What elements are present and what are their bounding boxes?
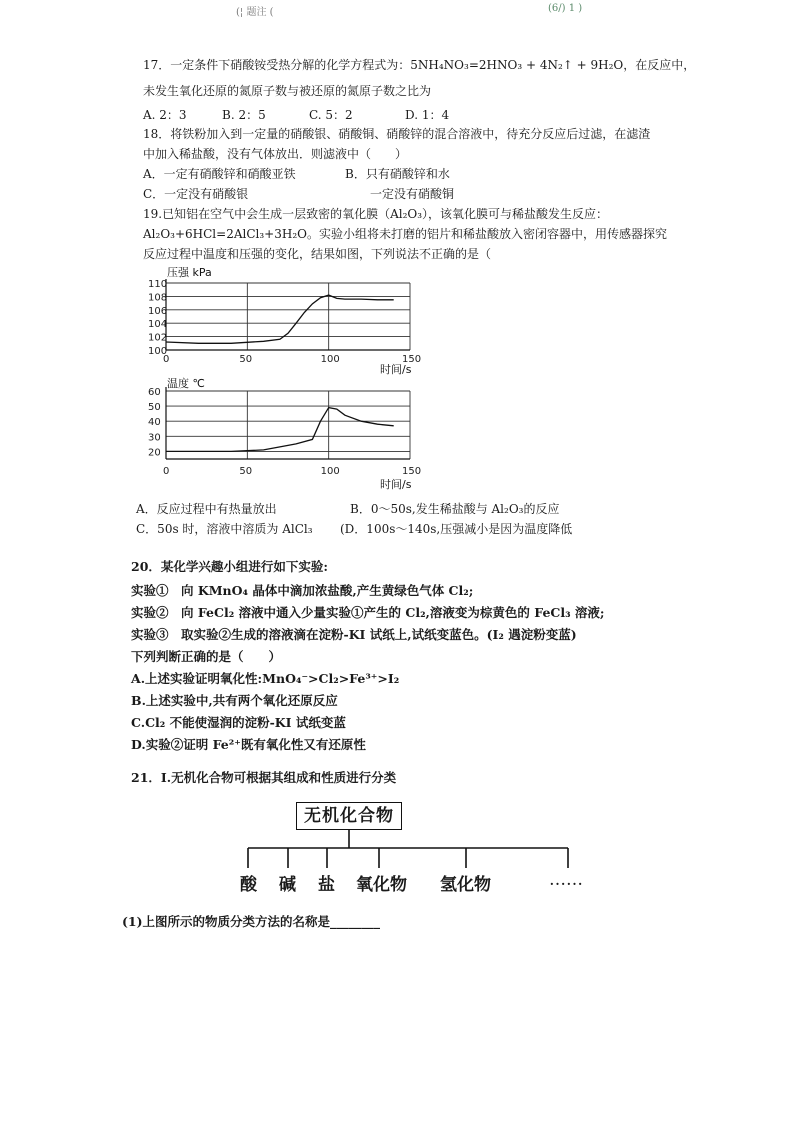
q18-line1: 18．将铁粉加入到一定量的硝酸银、硝酸铜、硝酸锌的混合溶液中，待充分反应后过滤，在滤渣 [143,127,651,141]
tree-leaf-oxide: 氧化物 [356,875,407,895]
chart0-ylabel: 压强 kPa [167,266,212,279]
tree-leaf-ellipsis: …… [549,870,583,890]
chart0-ytick-label: 102 [148,332,168,344]
q17-option-c: C. 5：2 [309,108,353,122]
q20-option-c: C.Cl₂ 不能使湿润的淀粉-KI 试纸变蓝 [131,715,346,730]
chart1-xtick-label: 50 [239,466,253,477]
q19-option-c: C．50s 时，溶液中溶质为 AlCl₃ [136,522,313,536]
q19-option-d: (D．100s～140s,压强减小是因为温度降低 [340,522,573,536]
q17-line1: 17．一定条件下硝酸铵受热分解的化学方程式为：5NH₄NO₃=2HNO₃ + 4N₂↑ + 9H₂O，在反应中， [143,58,696,72]
q19-line2: Al₂O₃+6HCl=2AlCl₃+3H₂O。实验小组将未打磨的铝片和稀盐酸放入密闭容器中，用传感器探究 [143,227,667,241]
chart1-ytick-label: 60 [148,387,161,398]
chart0-xlabel: 时间/s [380,363,412,376]
q17-option-a: A. 2：3 [143,108,187,122]
tree-leaf-hydride: 氢化物 [440,875,491,895]
q20-option-b: B.上述实验中,共有两个氧化还原反应 [131,693,338,708]
chart1-ytick-label: 40 [148,417,161,429]
q18-option-c: C．一定没有硝酸银 [143,187,249,201]
tree-leaf-salt: 盐 [318,875,335,895]
q20-title: 20．某化学兴趣小组进行如下实验: [131,559,329,574]
q18-line2: 中加入稀盐酸，没有气体放出．则滤液中（ ） [143,147,408,161]
q20-option-a: A.上述实验证明氧化性:MnO₄⁻>Cl₂>Fe³⁺>I₂ [131,671,400,686]
chart1-xtick-label: 150 [402,466,422,477]
q20-option-d: D.实验②证明 Fe²⁺既有氧化性又有还原性 [131,737,366,752]
q17-option-d: D. 1：4 [405,108,450,122]
chart0-ytick-label: 104 [148,319,168,331]
chart1-ylabel: 温度 ℃ [167,377,205,390]
chart0-xtick-label: 150 [402,354,422,365]
header-left: (¦ 题注 ( [236,7,274,18]
chart0-ytick-label: 100 [148,346,168,357]
chart0-xtick-label: 0 [163,354,170,365]
tree-leaf-base: 碱 [279,875,296,895]
chart1-xtick-label: 100 [320,466,340,477]
chart0-xtick-label: 50 [239,354,253,365]
q19-option-b: B．0～50s,发生稀盐酸与 Al₂O₃的反应 [350,502,560,516]
chart0-ytick-label: 108 [148,292,168,304]
chart0-ytick-label: 110 [148,279,168,290]
q21-sub1: (1)上图所示的物质分类方法的名称是________ [122,914,381,929]
chart0-ytick-label: 106 [148,305,168,317]
chart1-xtick-label: 0 [163,466,170,477]
q17-line2: 未发生氧化还原的氮原子数与被还原的氮原子数之比为 [143,84,432,98]
q17-option-b: B. 2：5 [222,108,266,122]
q19-option-a: A．反应过程中有热量放出 [136,502,277,516]
q18-option-b: B．只有硝酸锌和水 [345,167,450,181]
tree-leaf-acid: 酸 [240,875,257,895]
q19-line1: 19.已知铝在空气中会生成一层致密的氧化膜（Al₂O₃），该氧化膜可与稀盐酸发生反应： [143,207,609,221]
chart1-ytick-label: 20 [148,447,161,459]
tree-root: 无机化合物 [296,802,402,830]
q20-exp3: 实验③ 取实验②生成的溶液滴在淀粉-KI 试纸上,试纸变蓝色。(I₂ 遇淀粉变蓝) [131,627,577,642]
chart1-ytick-label: 30 [148,432,161,444]
q18-option-a: A．一定有硝酸锌和硝酸亚铁 [143,167,296,181]
chart0-xtick-label: 100 [320,354,340,365]
chart1-xlabel: 时间/s [380,478,412,491]
header-right: (6/) 1 ) [548,3,583,14]
q18-option-d: 一定没有硝酸铜 [370,187,455,201]
q20-exp1: 实验① 向 KMnO₄ 晶体中滴加浓盐酸,产生黄绿色气体 Cl₂; [131,583,474,598]
chart1-ytick-label: 50 [148,402,161,414]
q19-line3: 反应过程中温度和压强的变化，结果如图，下列说法不正确的是（ [143,247,492,261]
q21-title: 21．Ⅰ.无机化合物可根据其组成和性质进行分类 [131,770,397,785]
q20-exp2: 实验② 向 FeCl₂ 溶液中通入少量实验①产生的 Cl₂,溶液变为棕黄色的 FeCl₃ 溶液; [131,605,605,620]
q20-prompt: 下列判断正确的是（ ） [131,649,282,664]
